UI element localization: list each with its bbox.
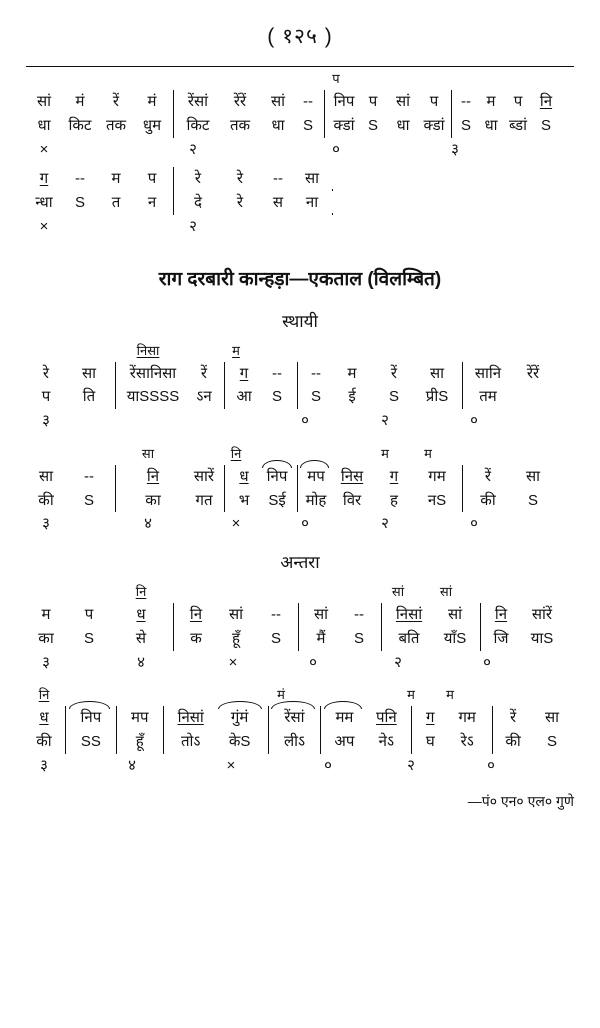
beat-cell: ३ — [42, 515, 50, 533]
swar-cell: रें — [112, 93, 120, 110]
lyric-cell: SS — [65, 730, 113, 754]
swar-cell: रेंसां — [268, 706, 318, 730]
beat-cell: २ — [394, 653, 402, 671]
lyric-cell: प्रीS — [425, 388, 449, 406]
beat-cell — [258, 159, 292, 161]
beat-cell: ० — [483, 653, 491, 671]
swar-cell: प — [147, 170, 157, 188]
swar-cell: नि — [173, 603, 215, 627]
beat-cell — [218, 431, 254, 433]
line-end-bar — [332, 213, 340, 215]
lyric-cell: का — [115, 489, 187, 513]
lyric-cell: S — [74, 194, 85, 211]
beat-cell — [496, 159, 522, 161]
swar-cell: रेंसानिसा — [115, 362, 187, 386]
beat-cell — [62, 237, 98, 239]
lyric-cell: याSSSS — [115, 385, 187, 409]
notation-line — [26, 167, 574, 238]
swar-cell: मं — [75, 93, 85, 110]
beat-cell — [66, 672, 112, 674]
lyric-cell: धुम — [142, 116, 162, 134]
beat-cell — [254, 534, 288, 536]
ornament-cell: म — [424, 445, 432, 461]
beat-cell — [170, 672, 212, 674]
lyric-cell: मोह — [297, 489, 331, 513]
lyric-cell: तक — [229, 116, 251, 134]
beat-cell: २ — [381, 412, 389, 429]
lyric-cell: की — [492, 730, 530, 754]
swar-cell: गम — [428, 467, 446, 485]
lyric-cell: S — [297, 385, 331, 409]
notation-block-sthayi — [26, 342, 574, 537]
lyric-cell: विर — [342, 491, 362, 509]
beat-cell — [254, 431, 288, 433]
beat-cell — [62, 159, 98, 161]
beat-cell — [322, 431, 364, 433]
swar-cell: सां — [270, 93, 286, 110]
ornament-cell: मं — [277, 687, 285, 703]
swar-cell: सां — [228, 606, 244, 623]
lyric-cell: हूँ — [116, 730, 160, 754]
beat-cell: × — [39, 140, 49, 158]
lyric-cell: रे — [236, 194, 244, 211]
lyric-cell — [510, 407, 556, 409]
swar-cell: म — [111, 170, 121, 188]
notation-line — [26, 583, 574, 674]
ornament-cell: म — [446, 687, 454, 703]
beat-cell — [134, 237, 170, 239]
beat-cell: × — [39, 217, 49, 235]
lyric-cell: S — [83, 491, 94, 509]
lyric-cell: ब्डां — [509, 116, 527, 134]
lyric-cell: भ — [224, 489, 260, 513]
swar-cell: प — [84, 606, 94, 623]
beat-cell: ० — [301, 412, 309, 429]
beat-cell — [424, 672, 468, 674]
lyric-cell: S — [547, 733, 558, 750]
beat-cell: ३ — [42, 412, 50, 429]
swar-cell: ध — [136, 606, 146, 623]
swar-cell: सारें — [193, 467, 215, 485]
lyric-cell: बति — [381, 627, 433, 651]
swar-cell: प — [429, 93, 439, 110]
lyric-cell: आ — [224, 385, 260, 409]
notation-block-1 — [26, 66, 574, 239]
lyric-cell: अप — [320, 730, 364, 754]
notation-line — [26, 445, 574, 536]
lyric-cell: न्धा — [35, 194, 53, 211]
lyric-cell: याS — [530, 629, 554, 647]
lyric-cell: धा — [484, 116, 498, 134]
beat-cell — [322, 534, 364, 536]
section-label-sthayi: स्थायी — [282, 311, 318, 331]
beat-cell — [256, 776, 306, 778]
swar-cell: गुंमं — [215, 706, 265, 730]
swar-cell: रें — [492, 706, 530, 730]
swar-cell: सां — [447, 606, 463, 623]
swar-cell: सा — [525, 467, 541, 485]
beat-cell — [406, 534, 450, 536]
notation-line — [26, 66, 574, 161]
swar-cell: सांरें — [531, 606, 553, 623]
lyric-cell: Sई — [268, 491, 286, 509]
lyric-cell: याँS — [443, 629, 467, 647]
lyric-cell: गत — [195, 491, 213, 509]
beat-cell: ० — [470, 515, 478, 533]
swar-cell: सानि — [462, 362, 510, 386]
beat-cell — [468, 159, 496, 161]
lyric-cell: धा — [271, 116, 285, 134]
swar-cell: रे — [42, 364, 50, 382]
page-number: ( १२५ ) — [267, 25, 333, 48]
swar-cell: -- — [297, 362, 331, 386]
swar-cell: ध — [39, 709, 49, 727]
lyric-cell: प — [41, 388, 51, 406]
beat-cell — [184, 431, 218, 433]
swar-cell: रें — [200, 364, 208, 382]
lyric-cell: S — [527, 491, 538, 509]
swar-cell: रे — [173, 167, 219, 191]
beat-cell: २ — [407, 756, 415, 774]
swar-cell: -- — [84, 467, 94, 485]
lyric-cell: तोऽ — [163, 730, 215, 754]
swar-cell: मम — [320, 706, 364, 730]
beat-cell: ३ — [40, 756, 48, 774]
lyric-cell: लीऽ — [268, 730, 318, 754]
lyric-cell: मैं — [298, 627, 340, 651]
lyric-cell: दे — [173, 191, 219, 215]
lyric-cell: धा — [396, 116, 410, 134]
swar-cell: रें — [390, 364, 398, 382]
lyric-cell: न — [147, 194, 157, 211]
beat-cell — [406, 431, 450, 433]
beat-cell: × — [226, 756, 236, 774]
lyric-cell: की — [36, 733, 52, 750]
swar-cell: गम — [458, 709, 476, 727]
lyric-cell: रेऽ — [460, 733, 474, 750]
swar-cell: -- — [354, 606, 364, 623]
swar-cell: मं — [147, 93, 157, 110]
ornament-cell: म — [381, 445, 389, 461]
beat-cell: ० — [470, 412, 478, 429]
swar-cell: ग — [411, 706, 445, 730]
lyric-cell: से — [135, 629, 147, 647]
lyric-cell: त — [111, 194, 121, 211]
lyric-cell: का — [38, 629, 54, 647]
beat-cell: २ — [189, 217, 197, 235]
lyric-cell: ई — [348, 388, 356, 406]
ornament-cell: निसा — [136, 342, 160, 358]
ornament-cell: सां — [391, 584, 405, 600]
beat-cell — [334, 672, 372, 674]
lyric-cell: S — [302, 116, 313, 134]
beat-cell — [154, 776, 206, 778]
swar-cell: -- — [75, 170, 85, 188]
lyric-cell: ना — [305, 194, 319, 211]
swar-cell: पनि — [375, 709, 397, 727]
notation-line — [26, 686, 574, 777]
swar-cell: -- — [303, 93, 313, 110]
swar-cell: सां — [36, 93, 52, 110]
beat-cell: × — [228, 653, 238, 671]
beat-cell — [66, 431, 112, 433]
lyric-cell: S — [540, 116, 551, 134]
beat-cell — [98, 237, 134, 239]
swar-cell: -- — [451, 90, 477, 114]
beat-cell: ४ — [144, 515, 152, 533]
lyric-cell: नS — [427, 491, 447, 509]
lyric-cell: की — [38, 491, 54, 509]
swar-cell: ग — [389, 467, 399, 485]
lyric-cell: नेऽ — [378, 733, 394, 750]
swar-cell: निस — [340, 467, 364, 485]
beat-cell — [380, 159, 414, 161]
lyric-cell: क — [173, 627, 215, 651]
swar-cell: निसां — [381, 603, 433, 627]
beat-cell — [510, 776, 554, 778]
beat-cell: २ — [381, 515, 389, 533]
beat-cell: ३ — [451, 140, 459, 158]
beat-cell: × — [231, 515, 241, 533]
lyric-cell: किट — [68, 116, 92, 134]
swar-cell: ध — [224, 465, 260, 489]
swar-cell: सा — [38, 467, 54, 485]
lyric-cell: S — [451, 114, 477, 138]
lyric-cell: धा — [37, 116, 51, 134]
swar-cell: निसां — [163, 706, 215, 730]
swar-cell: ग — [39, 170, 49, 188]
swar-cell: ग — [224, 362, 260, 386]
composer-credit: —पं० एन० एल० गुणे — [467, 792, 574, 809]
lyric-cell: S — [270, 629, 281, 647]
beat-cell: ० — [301, 515, 309, 533]
swar-cell: म — [347, 364, 357, 382]
lyric-cell: तम — [462, 385, 510, 409]
beat-cell — [258, 237, 292, 239]
swar-cell: रे — [236, 170, 244, 188]
ornament-cell: म — [232, 342, 240, 358]
beat-cell — [134, 159, 170, 161]
notation-block-antara — [26, 583, 574, 778]
beat-cell — [216, 159, 258, 161]
beat-cell — [428, 776, 472, 778]
swar-cell: प — [513, 93, 523, 110]
beat-cell — [522, 159, 552, 161]
beat-cell — [292, 237, 326, 239]
beat-cell: ४ — [128, 756, 136, 774]
beat-cell — [414, 159, 442, 161]
swar-cell: मप — [116, 706, 160, 730]
swar-cell: मप — [297, 465, 331, 489]
swar-cell: सां — [298, 603, 340, 627]
lyric-cell: S — [353, 629, 364, 647]
beat-cell — [66, 534, 112, 536]
beat-cell — [216, 237, 258, 239]
lyric-cell: स — [272, 194, 284, 211]
lyric-cell: तक — [105, 116, 127, 134]
beat-cell: २ — [189, 140, 197, 158]
swar-cell: सा — [545, 709, 560, 727]
swar-cell: सा — [304, 170, 320, 188]
beat-cell — [506, 672, 554, 674]
swar-cell: सां — [395, 93, 411, 110]
beat-cell: ० — [309, 653, 317, 671]
swar-cell: निप — [260, 465, 294, 489]
raga-title: राग दरबारी कान्हड़ा—एकताल (विलम्बित) — [158, 268, 442, 290]
ornament-cell: सा — [141, 445, 155, 461]
swar-cell: निप — [65, 706, 113, 730]
lyric-cell: S — [271, 388, 282, 406]
lyric-cell: S — [388, 388, 399, 406]
lyric-cell: केS — [228, 733, 251, 750]
lyric-cell: ह — [390, 491, 398, 509]
lyric-cell: क्डां — [324, 114, 360, 138]
swar-cell: म — [41, 606, 51, 623]
ornament-cell: सां — [439, 584, 453, 600]
beat-cell — [254, 672, 292, 674]
beat-cell: ० — [324, 756, 332, 774]
beat-cell — [184, 534, 218, 536]
lyric-cell: किट — [173, 114, 219, 138]
ornament-cell: नि — [230, 445, 242, 461]
beat-cell — [354, 159, 380, 161]
beat-cell: ० — [332, 140, 340, 158]
ornament-cell: प — [332, 71, 340, 87]
swar-cell: -- — [272, 364, 282, 382]
lyric-cell: जि — [480, 627, 518, 651]
section-label-antara: अन्तरा — [280, 553, 320, 572]
swar-cell: रेंरें — [526, 364, 540, 382]
notation-line — [26, 342, 574, 433]
swar-cell: सा — [429, 364, 445, 382]
swar-cell: रें — [462, 465, 510, 489]
beat-cell — [112, 431, 184, 433]
line-end-bar — [332, 189, 340, 191]
beat-cell: ० — [487, 756, 495, 774]
lyric-cell: ऽन — [196, 388, 212, 406]
lyric-cell: S — [367, 116, 378, 134]
ornament-cell: म — [407, 687, 415, 703]
beat-cell — [62, 776, 110, 778]
swar-cell: म — [486, 93, 496, 110]
swar-cell: -- — [271, 606, 281, 623]
beat-cell — [498, 431, 544, 433]
swar-cell: निप — [324, 90, 360, 114]
swar-cell: रेंरें — [233, 93, 247, 110]
swar-cell: प — [368, 93, 378, 110]
beat-cell — [498, 534, 544, 536]
beat-cell — [292, 159, 318, 161]
ornament-cell: नि — [38, 687, 50, 703]
swar-cell: रेंसां — [173, 90, 219, 114]
swar-cell: नि — [115, 465, 187, 489]
beat-cell: ४ — [137, 653, 145, 671]
swar-cell: नि — [539, 93, 553, 110]
swar-cell: सा — [81, 364, 97, 382]
lyric-cell: हूँ — [232, 629, 240, 647]
beat-cell: ३ — [42, 653, 50, 671]
beat-cell — [98, 159, 134, 161]
swar-cell: -- — [273, 170, 283, 188]
lyric-cell: S — [83, 629, 94, 647]
lyric-cell: ति — [82, 388, 96, 406]
swar-cell: नि — [480, 603, 518, 627]
lyric-cell: घ — [411, 730, 445, 754]
lyric-cell: क्डां — [423, 116, 445, 134]
beat-cell — [350, 776, 394, 778]
ornament-cell: नि — [135, 584, 147, 600]
lyric-cell: की — [462, 489, 510, 513]
